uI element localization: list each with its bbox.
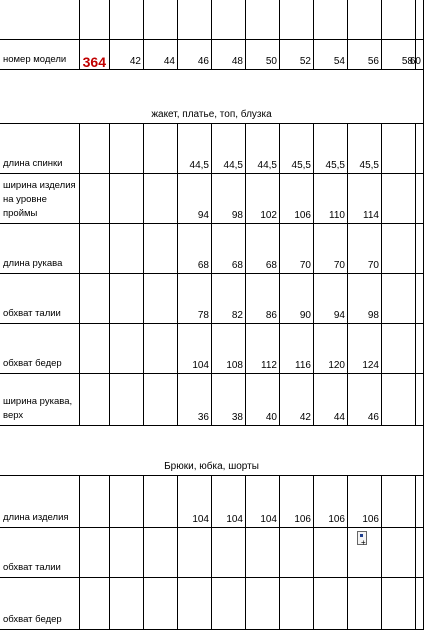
- value-cell[interactable]: [110, 174, 144, 224]
- measurement-value: 45,5: [291, 160, 311, 171]
- size-header-cell[interactable]: [212, 40, 246, 70]
- value-cell[interactable]: [348, 124, 382, 174]
- value-cell[interactable]: [280, 324, 314, 374]
- measurement-label-cell[interactable]: [0, 578, 80, 630]
- value-cell[interactable]: [280, 124, 314, 174]
- header-label-cell[interactable]: [0, 40, 80, 70]
- size-header-cell[interactable]: [178, 40, 212, 70]
- grid-vline: [245, 0, 246, 40]
- value-cell[interactable]: [144, 174, 178, 224]
- value-cell[interactable]: [314, 578, 348, 630]
- value-cell[interactable]: [416, 578, 424, 630]
- measurement-label-cell[interactable]: [0, 528, 80, 578]
- value-cell[interactable]: [246, 224, 280, 274]
- grid-vline: [79, 0, 80, 40]
- measurement-row: [0, 124, 424, 174]
- value-cell[interactable]: [416, 274, 424, 324]
- value-cell[interactable]: [178, 324, 212, 374]
- measurement-value: 104: [192, 514, 209, 525]
- value-cell[interactable]: [416, 374, 424, 426]
- measurement-value: 68: [197, 260, 209, 271]
- value-cell[interactable]: [178, 528, 212, 578]
- grid-vline: [211, 0, 212, 40]
- size-header-cell[interactable]: [246, 40, 280, 70]
- size-header: 42: [129, 56, 141, 67]
- value-cell[interactable]: [348, 374, 382, 426]
- measurement-label-cell[interactable]: [0, 374, 80, 426]
- value-cell[interactable]: [348, 324, 382, 374]
- value-cell[interactable]: [314, 274, 348, 324]
- value-cell[interactable]: [246, 124, 280, 174]
- size-header: 44: [163, 56, 175, 67]
- value-cell[interactable]: [212, 274, 246, 324]
- measurement-value: 106: [294, 210, 311, 221]
- value-cell[interactable]: [246, 476, 280, 528]
- measurement-value: 116: [295, 360, 311, 371]
- measurement-label-cell[interactable]: [0, 274, 80, 324]
- value-cell[interactable]: [144, 578, 178, 630]
- section-title: жакет, платье, топ, блузка: [151, 109, 272, 120]
- value-cell[interactable]: [144, 374, 178, 426]
- measurement-value: 106: [328, 514, 345, 525]
- value-cell[interactable]: [382, 578, 416, 630]
- model-column-cell[interactable]: [80, 274, 110, 324]
- value-cell[interactable]: [416, 124, 424, 174]
- section-title-row: [0, 70, 424, 124]
- value-cell[interactable]: [382, 324, 416, 374]
- size-header-cell[interactable]: [144, 40, 178, 70]
- measurement-label-cell[interactable]: [0, 124, 80, 174]
- value-cell[interactable]: [178, 476, 212, 528]
- value-cell[interactable]: [110, 124, 144, 174]
- measurement-value: 106: [294, 514, 311, 525]
- value-cell[interactable]: [348, 274, 382, 324]
- measurement-value: 86: [265, 310, 277, 321]
- value-cell[interactable]: [110, 324, 144, 374]
- value-cell[interactable]: [246, 274, 280, 324]
- value-cell[interactable]: [178, 124, 212, 174]
- measurement-label: обхват бедер: [3, 614, 62, 625]
- value-cell[interactable]: [280, 528, 314, 578]
- grid-vline: [347, 0, 348, 40]
- value-cell[interactable]: [144, 274, 178, 324]
- measurement-value: 106: [362, 514, 379, 525]
- size-header-cell[interactable]: [314, 40, 348, 70]
- grid-vline: [381, 0, 382, 40]
- value-cell[interactable]: [416, 324, 424, 374]
- measurement-value: 104: [192, 360, 209, 371]
- value-cell[interactable]: [382, 476, 416, 528]
- model-number: 364: [82, 54, 106, 70]
- measurement-value: 70: [333, 260, 345, 271]
- measurement-value: 78: [197, 310, 209, 321]
- value-cell[interactable]: [382, 174, 416, 224]
- measurement-label-cell[interactable]: [0, 224, 80, 274]
- measurement-value: 112: [261, 360, 277, 371]
- measurement-row: [0, 578, 424, 630]
- measurement-value: 70: [367, 260, 379, 271]
- size-header: 56: [367, 56, 379, 67]
- measurement-value: 124: [362, 360, 379, 371]
- size-header: 52: [299, 56, 311, 67]
- model-column-cell[interactable]: [80, 578, 110, 630]
- measurement-label: обхват талии: [3, 562, 61, 573]
- measurement-label: длина спинки: [3, 158, 63, 169]
- measurement-value: 70: [299, 260, 311, 271]
- value-cell[interactable]: [178, 578, 212, 630]
- measurement-value: 42: [299, 412, 311, 423]
- measurement-label: обхват бедер: [3, 358, 62, 369]
- measurement-value: 44,5: [189, 160, 209, 171]
- value-cell[interactable]: [110, 274, 144, 324]
- measurement-value: 68: [265, 260, 277, 271]
- measurement-label-cell[interactable]: [0, 476, 80, 528]
- measurement-value: 114: [363, 210, 379, 221]
- value-cell[interactable]: [382, 274, 416, 324]
- value-cell[interactable]: [246, 528, 280, 578]
- value-cell[interactable]: [382, 374, 416, 426]
- size-header-cell[interactable]: [348, 40, 382, 70]
- model-column-cell[interactable]: [80, 324, 110, 374]
- measurement-row: [0, 174, 424, 224]
- value-cell[interactable]: [212, 374, 246, 426]
- grid-vline: [415, 0, 416, 40]
- value-cell[interactable]: [212, 224, 246, 274]
- model-column-cell[interactable]: [80, 174, 110, 224]
- measurement-value: 102: [260, 210, 277, 221]
- model-column-cell[interactable]: [80, 374, 110, 426]
- grid-vline: [313, 0, 314, 40]
- value-cell[interactable]: [416, 224, 424, 274]
- measurement-row: [0, 374, 424, 426]
- value-cell[interactable]: [280, 578, 314, 630]
- size-header: 54: [333, 56, 345, 67]
- measurement-value: 94: [197, 210, 209, 221]
- measurement-value: 46: [367, 412, 379, 423]
- measurement-value: 98: [367, 310, 379, 321]
- measurement-value: 94: [333, 310, 345, 321]
- measurement-label-cell[interactable]: [0, 324, 80, 374]
- size-header: 60: [409, 56, 421, 67]
- model-column-cell[interactable]: [80, 224, 110, 274]
- measurement-value: 40: [265, 412, 277, 423]
- measurement-value: 44,5: [223, 160, 243, 171]
- header-row: [0, 40, 424, 70]
- measurement-row: [0, 274, 424, 324]
- value-cell[interactable]: [178, 174, 212, 224]
- measurement-value: 98: [231, 210, 243, 221]
- value-cell[interactable]: [314, 476, 348, 528]
- value-cell[interactable]: [280, 274, 314, 324]
- section-title-row: [0, 426, 424, 476]
- size-header-cell[interactable]: [280, 40, 314, 70]
- grid-vline: [177, 0, 178, 40]
- size-header-cell[interactable]: [110, 40, 144, 70]
- model-column-cell[interactable]: [80, 476, 110, 528]
- value-cell[interactable]: [144, 476, 178, 528]
- value-cell[interactable]: [246, 374, 280, 426]
- value-cell[interactable]: [246, 324, 280, 374]
- measurement-value: 44,5: [257, 160, 277, 171]
- value-cell[interactable]: [110, 476, 144, 528]
- measurement-value: 104: [260, 514, 277, 525]
- measurement-label-cell[interactable]: [0, 174, 80, 224]
- value-cell[interactable]: [280, 476, 314, 528]
- section-title: Брюки, юбка, шорты: [164, 461, 259, 472]
- value-cell[interactable]: [416, 528, 424, 578]
- value-cell[interactable]: [416, 476, 424, 528]
- measurement-value: 68: [231, 260, 243, 271]
- size-header: 58: [401, 56, 413, 67]
- size-header: 48: [231, 56, 243, 67]
- value-cell[interactable]: [348, 174, 382, 224]
- value-cell[interactable]: [246, 578, 280, 630]
- value-cell[interactable]: [110, 578, 144, 630]
- measurement-value: 104: [226, 514, 243, 525]
- measurement-value: 120: [328, 360, 345, 371]
- measurement-label: ширина рукава, верх: [3, 396, 73, 421]
- measurement-row: [0, 476, 424, 528]
- value-cell[interactable]: [382, 224, 416, 274]
- value-cell[interactable]: [348, 476, 382, 528]
- value-cell[interactable]: [246, 174, 280, 224]
- value-cell[interactable]: [178, 224, 212, 274]
- value-cell[interactable]: [178, 274, 212, 324]
- value-cell[interactable]: [212, 174, 246, 224]
- value-cell[interactable]: [212, 528, 246, 578]
- value-cell[interactable]: [314, 174, 348, 224]
- measurement-value: 82: [231, 310, 243, 321]
- value-cell[interactable]: [280, 374, 314, 426]
- value-cell[interactable]: [144, 224, 178, 274]
- value-cell[interactable]: [280, 224, 314, 274]
- value-cell[interactable]: [348, 224, 382, 274]
- value-cell[interactable]: [144, 124, 178, 174]
- value-cell[interactable]: [280, 174, 314, 224]
- value-cell[interactable]: [314, 528, 348, 578]
- value-cell[interactable]: [110, 224, 144, 274]
- value-cell[interactable]: [178, 374, 212, 426]
- value-cell[interactable]: [212, 324, 246, 374]
- measurement-value: 45,5: [325, 160, 345, 171]
- measurement-value: 44: [333, 412, 345, 423]
- measurement-value: 90: [299, 310, 311, 321]
- value-cell[interactable]: [144, 528, 178, 578]
- value-cell[interactable]: [382, 124, 416, 174]
- model-number-cell[interactable]: [80, 40, 110, 70]
- value-cell[interactable]: [110, 528, 144, 578]
- size-header: 50: [265, 56, 277, 67]
- value-cell[interactable]: [382, 528, 416, 578]
- measurement-value: 45,5: [359, 160, 379, 171]
- value-cell[interactable]: [416, 174, 424, 224]
- grid-vline: [279, 0, 280, 40]
- measurement-label: ширина изделия на уровне проймы: [3, 180, 76, 219]
- value-cell[interactable]: [110, 374, 144, 426]
- measurement-row: [0, 224, 424, 274]
- value-cell[interactable]: [314, 124, 348, 174]
- header-label: номер модели: [3, 54, 67, 65]
- grid-vline: [143, 0, 144, 40]
- grid-vline: [109, 0, 110, 40]
- size-header-cell[interactable]: [409, 40, 424, 70]
- measurement-value: 108: [226, 360, 243, 371]
- measurement-label: обхват талии: [3, 308, 61, 319]
- model-column-cell[interactable]: [80, 528, 110, 578]
- value-cell[interactable]: [314, 324, 348, 374]
- measurement-value: 110: [329, 210, 345, 221]
- model-column-cell[interactable]: [80, 124, 110, 174]
- size-header: 46: [197, 56, 209, 67]
- measurement-value: 36: [197, 412, 209, 423]
- value-cell[interactable]: [314, 224, 348, 274]
- measurement-label: длина рукава: [3, 258, 63, 269]
- measurement-row: [0, 324, 424, 374]
- value-cell[interactable]: [144, 324, 178, 374]
- value-cell[interactable]: [314, 374, 348, 426]
- value-cell[interactable]: [348, 578, 382, 630]
- measurement-value: 38: [231, 412, 243, 423]
- value-cell[interactable]: [212, 476, 246, 528]
- paste-options-icon[interactable]: +: [357, 531, 367, 545]
- measurement-label: длина изделия: [3, 512, 69, 523]
- value-cell[interactable]: [212, 578, 246, 630]
- value-cell[interactable]: [212, 124, 246, 174]
